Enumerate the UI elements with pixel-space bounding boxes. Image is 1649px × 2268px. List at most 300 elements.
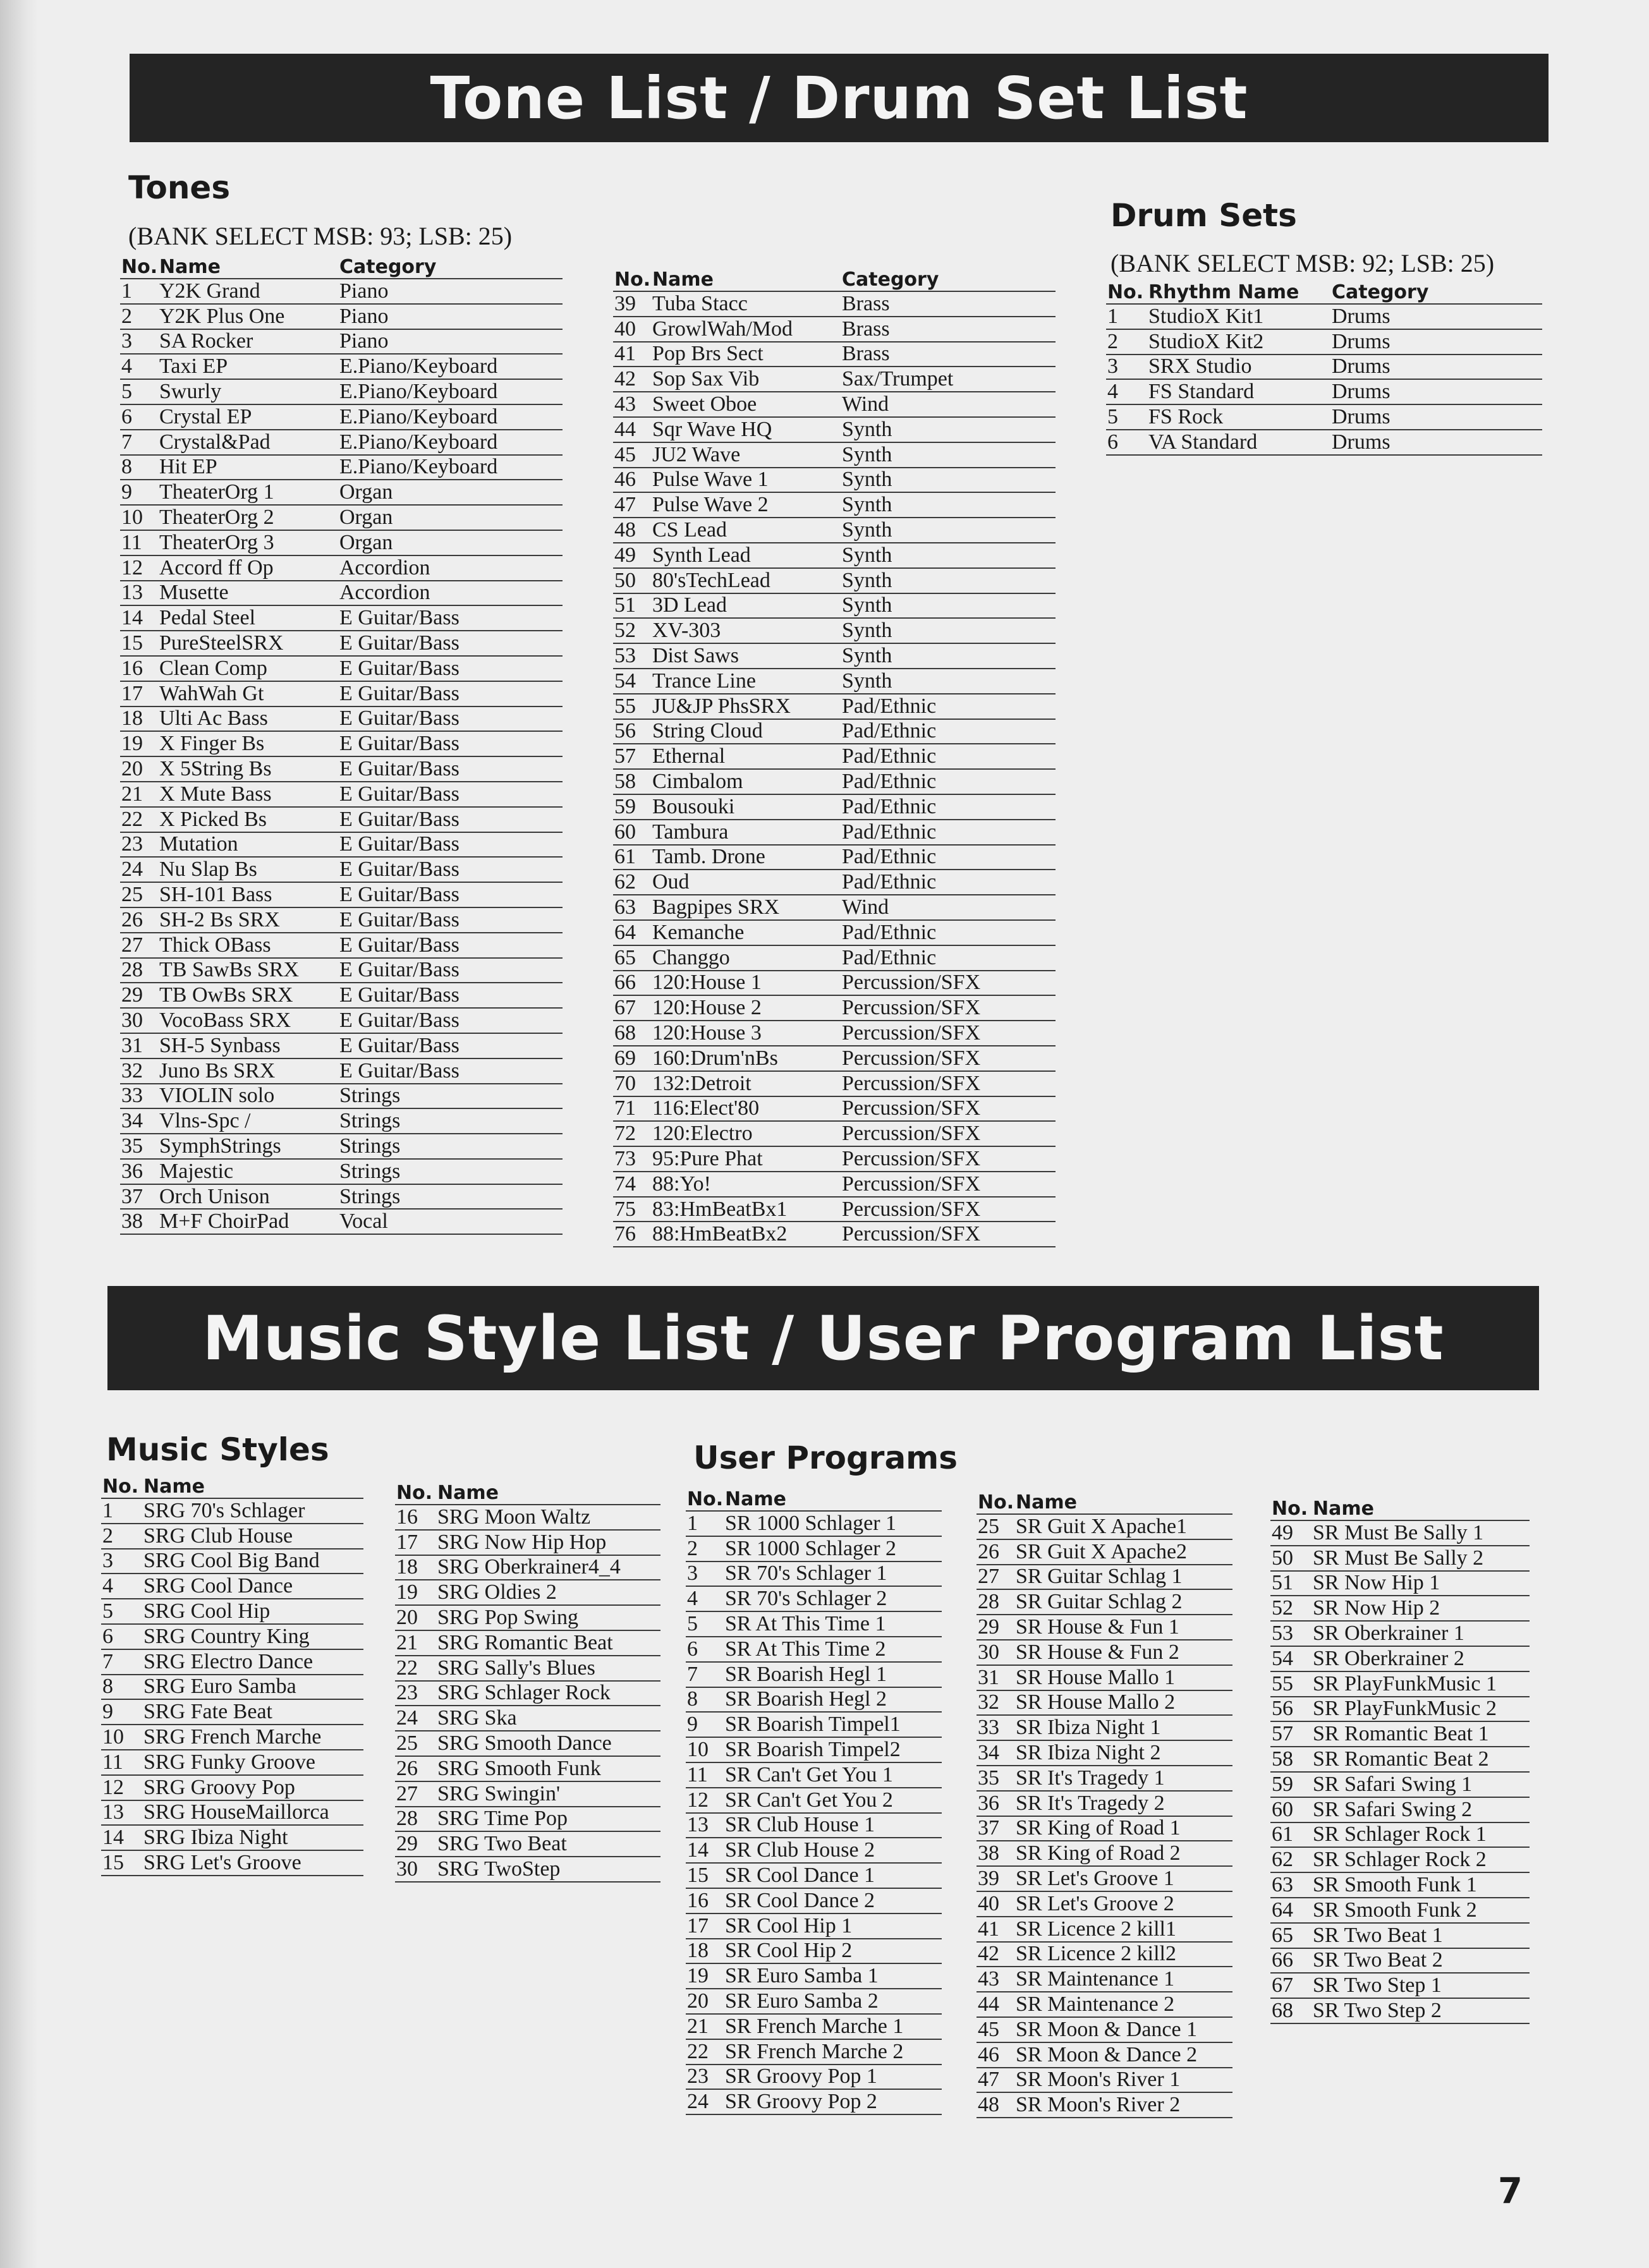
row-name: SR Moon's River 1	[1014, 2068, 1232, 2093]
row-name: SRG Pop Swing	[436, 1605, 660, 1630]
row-number: 3	[686, 1562, 724, 1587]
table-row	[101, 1850, 363, 1876]
row-number: 57	[613, 744, 651, 769]
row-name: 120:House 3	[651, 1021, 841, 1046]
row-category: Strings	[338, 1084, 563, 1109]
table-row	[1106, 304, 1542, 329]
row-name: SR Maintenance 2	[1014, 1992, 1232, 2017]
row-number: 8	[120, 455, 158, 480]
row-category: Accordion	[338, 555, 563, 581]
table-row	[120, 379, 563, 404]
row-category: Percussion/SFX	[841, 1146, 1056, 1172]
row-category: Percussion/SFX	[841, 1197, 1056, 1222]
row-category: E.Piano/Keyboard	[338, 455, 563, 480]
table-header-row	[1270, 1495, 1530, 1520]
table-row	[120, 1108, 563, 1134]
column-header: Category	[338, 253, 563, 279]
row-name: VocoBass SRX	[158, 1008, 338, 1033]
row-category: Strings	[338, 1134, 563, 1159]
table-row	[1270, 1973, 1530, 1998]
row-name: SRG Ibiza Night	[142, 1825, 363, 1850]
row-name: M+F ChoirPad	[158, 1209, 338, 1234]
row-category: Percussion/SFX	[841, 1121, 1056, 1146]
row-number: 45	[977, 2017, 1014, 2042]
row-number: 56	[613, 719, 651, 744]
table-row	[120, 731, 563, 756]
row-number: 3	[120, 329, 158, 355]
row-name: SR Can't Get You 1	[724, 1762, 942, 1788]
column-header: No.	[120, 253, 158, 279]
row-number: 70	[613, 1071, 651, 1096]
table-row	[101, 1750, 363, 1775]
row-number: 76	[613, 1222, 651, 1247]
column-header: No.	[977, 1488, 1014, 1514]
table-header-row	[613, 265, 1056, 291]
row-name: SR It's Tragedy 2	[1014, 1791, 1232, 1816]
table-row	[1270, 1697, 1530, 1722]
row-number: 27	[120, 933, 158, 958]
row-number: 2	[120, 304, 158, 329]
row-number: 37	[977, 1816, 1014, 1841]
row-number: 19	[686, 1963, 724, 1989]
row-name: SR Let's Groove 2	[1014, 1891, 1232, 1917]
row-name: SRG Now Hip Hop	[436, 1530, 660, 1555]
row-number: 4	[1106, 379, 1147, 404]
row-name: 116:Elect'80	[651, 1096, 841, 1122]
page-fold-shadow	[0, 0, 38, 2268]
row-name: SR Ibiza Night 2	[1014, 1740, 1232, 1766]
table-row	[395, 1555, 660, 1580]
table-row	[613, 367, 1056, 392]
table-row	[613, 694, 1056, 719]
table-row	[120, 1184, 563, 1210]
table-row	[977, 2042, 1232, 2068]
row-name: Vlns-Spc /	[158, 1108, 338, 1134]
row-number: 44	[977, 1992, 1014, 2017]
table-row	[101, 1825, 363, 1850]
row-name: SR House & Fun 2	[1014, 1640, 1232, 1665]
table-row	[977, 1715, 1232, 1740]
row-name: Orch Unison	[158, 1184, 338, 1210]
row-number: 13	[120, 581, 158, 606]
table-row	[613, 1071, 1056, 1096]
table-row	[1270, 1747, 1530, 1772]
row-number: 18	[120, 706, 158, 732]
row-category: E.Piano/Keyboard	[338, 430, 563, 455]
table-row	[613, 518, 1056, 543]
table-row	[120, 505, 563, 530]
table-row	[120, 605, 563, 631]
table-row	[977, 2068, 1232, 2093]
table-row	[120, 530, 563, 555]
table-row	[686, 1888, 942, 1913]
row-number: 25	[395, 1731, 436, 1756]
row-name: SRG HouseMaillorca	[142, 1800, 363, 1826]
row-name: FS Rock	[1147, 404, 1330, 430]
row-name: Ulti Ac Bass	[158, 706, 338, 732]
table-row	[977, 1539, 1232, 1565]
row-category: Pad/Ethnic	[841, 719, 1056, 744]
row-name: SRG 70's Schlager	[142, 1498, 363, 1524]
column-header: Name	[158, 253, 338, 279]
table-row	[613, 468, 1056, 493]
row-number: 28	[395, 1807, 436, 1832]
row-name: SRG Let's Groove	[142, 1850, 363, 1876]
row-number: 22	[395, 1656, 436, 1681]
table-row	[686, 1813, 942, 1838]
row-number: 11	[101, 1750, 142, 1775]
row-name: SR Licence 2 kill1	[1014, 1917, 1232, 1942]
row-name: SH-2 Bs SRX	[158, 907, 338, 933]
table-row	[686, 1838, 942, 1863]
row-number: 10	[120, 505, 158, 530]
row-number: 71	[613, 1096, 651, 1122]
row-category: Piano	[338, 329, 563, 355]
row-name: 80'sTechLead	[651, 568, 841, 593]
row-number: 75	[613, 1197, 651, 1222]
row-number: 22	[120, 807, 158, 832]
row-number: 40	[613, 317, 651, 342]
table-row	[977, 1816, 1232, 1841]
row-number: 30	[977, 1640, 1014, 1665]
table-row	[1270, 1822, 1530, 1848]
row-number: 51	[613, 593, 651, 619]
row-name: SRG Smooth Funk	[436, 1756, 660, 1781]
row-category: E.Piano/Keyboard	[338, 354, 563, 379]
row-number: 55	[1270, 1671, 1311, 1697]
row-number: 54	[613, 669, 651, 694]
row-number: 32	[977, 1690, 1014, 1716]
table-row	[977, 1640, 1232, 1665]
row-name: SR Can't Get You 2	[724, 1788, 942, 1813]
row-category: Synth	[841, 492, 1056, 518]
row-name: Bousouki	[651, 794, 841, 820]
table-row	[686, 1913, 942, 1939]
row-number: 30	[395, 1857, 436, 1882]
row-category: Wind	[841, 895, 1056, 920]
row-number: 62	[1270, 1847, 1311, 1872]
row-number: 14	[686, 1838, 724, 1863]
table-header-row	[120, 253, 563, 279]
column-header: Name	[142, 1472, 363, 1498]
tones-bank-select: (BANK SELECT MSB: 93; LSB: 25)	[128, 222, 513, 250]
row-category: Pad/Ethnic	[841, 920, 1056, 945]
row-number: 41	[977, 1917, 1014, 1942]
table-row	[977, 1866, 1232, 1891]
row-number: 61	[613, 845, 651, 870]
row-category: Pad/Ethnic	[841, 794, 1056, 820]
row-number: 67	[613, 995, 651, 1021]
row-number: 1	[120, 279, 158, 304]
table-row	[101, 1599, 363, 1624]
table-row	[101, 1549, 363, 1574]
row-category: Percussion/SFX	[841, 1096, 1056, 1122]
row-number: 53	[613, 643, 651, 669]
table-row	[686, 1712, 942, 1737]
row-number: 63	[613, 895, 651, 920]
table-row	[686, 1788, 942, 1813]
column-header: No.	[101, 1472, 142, 1498]
table-row	[120, 480, 563, 505]
table-row	[395, 1605, 660, 1630]
table-row	[686, 1939, 942, 1964]
table-row	[1106, 355, 1542, 380]
row-number: 33	[977, 1715, 1014, 1740]
row-name: SR Guit X Apache1	[1014, 1514, 1232, 1539]
row-name: SR Cool Dance 2	[724, 1888, 942, 1913]
row-name: SR Groovy Pop 2	[724, 2089, 942, 2114]
row-name: X 5String Bs	[158, 756, 338, 782]
table-row	[613, 618, 1056, 643]
column-header: Rhythm Name	[1147, 278, 1330, 304]
row-name: GrowlWah/Mod	[651, 317, 841, 342]
table-row	[977, 1589, 1232, 1615]
table-row	[613, 442, 1056, 468]
table-row	[1270, 1621, 1530, 1646]
row-number: 66	[613, 971, 651, 996]
row-number: 26	[977, 1539, 1014, 1565]
row-number: 25	[120, 882, 158, 907]
row-name: Dist Saws	[651, 643, 841, 669]
table-row	[395, 1857, 660, 1882]
table-row	[686, 1963, 942, 1989]
row-number: 6	[1106, 430, 1147, 455]
table-row	[613, 1222, 1056, 1247]
row-number: 7	[120, 430, 158, 455]
table-row	[1270, 1546, 1530, 1571]
row-number: 23	[686, 2065, 724, 2090]
row-name: 88:HmBeatBx2	[651, 1222, 841, 1247]
row-category: Synth	[841, 417, 1056, 442]
row-category: E Guitar/Bass	[338, 731, 563, 756]
table-row	[120, 706, 563, 732]
column-header: No.	[1106, 278, 1147, 304]
table-row	[686, 1737, 942, 1762]
row-name: SR Smooth Funk 1	[1311, 1872, 1530, 1898]
row-category: Synth	[841, 518, 1056, 543]
row-name: 120:Electro	[651, 1121, 841, 1146]
row-category: Organ	[338, 480, 563, 505]
row-number: 58	[1270, 1747, 1311, 1772]
table-row	[686, 1586, 942, 1611]
row-name: SR King of Road 1	[1014, 1816, 1232, 1841]
table-row	[977, 1615, 1232, 1640]
table-row	[1270, 1923, 1530, 1948]
row-name: Sop Sax Vib	[651, 367, 841, 392]
row-number: 54	[1270, 1646, 1311, 1671]
table-row	[120, 555, 563, 581]
table-row	[613, 769, 1056, 794]
row-number: 49	[1270, 1520, 1311, 1546]
row-number: 67	[1270, 1973, 1311, 1998]
column-header: No.	[1270, 1495, 1311, 1520]
row-category: Brass	[841, 342, 1056, 367]
row-name: SRG Sally's Blues	[436, 1656, 660, 1681]
table-row	[1270, 1721, 1530, 1747]
row-name: SRG Funky Groove	[142, 1750, 363, 1775]
row-category: Accordion	[338, 581, 563, 606]
row-number: 51	[1270, 1571, 1311, 1596]
row-name: WahWah Gt	[158, 681, 338, 706]
column-header: Name	[724, 1485, 942, 1511]
row-name: Changgo	[651, 945, 841, 971]
row-name: Pulse Wave 2	[651, 492, 841, 518]
row-number: 49	[613, 543, 651, 568]
column-header: Name	[651, 265, 841, 291]
row-category: Organ	[338, 530, 563, 555]
table-row	[101, 1524, 363, 1549]
row-number: 2	[101, 1524, 142, 1549]
row-number: 1	[101, 1498, 142, 1524]
row-name: SR Ibiza Night 1	[1014, 1715, 1232, 1740]
row-category: Piano	[338, 304, 563, 329]
row-number: 73	[613, 1146, 651, 1172]
row-name: SR Two Step 1	[1311, 1973, 1530, 1998]
row-category: Brass	[841, 291, 1056, 317]
row-number: 3	[1106, 355, 1147, 380]
row-category: E Guitar/Bass	[338, 1058, 563, 1084]
row-category: Drums	[1330, 404, 1542, 430]
table-row	[613, 1146, 1056, 1172]
row-number: 28	[120, 958, 158, 983]
table-row	[613, 593, 1056, 619]
row-number: 11	[686, 1762, 724, 1788]
table-row	[613, 794, 1056, 820]
row-category: Organ	[338, 505, 563, 530]
row-name: SRX Studio	[1147, 355, 1330, 380]
table-row	[977, 2017, 1232, 2042]
row-number: 34	[977, 1740, 1014, 1766]
music-styles-title: Music Styles	[106, 1431, 329, 1468]
row-number: 19	[395, 1580, 436, 1605]
table-row	[613, 669, 1056, 694]
row-name: Cimbalom	[651, 769, 841, 794]
row-number: 65	[1270, 1923, 1311, 1948]
table-row	[1270, 1948, 1530, 1974]
row-number: 20	[395, 1605, 436, 1630]
row-name: Sweet Oboe	[651, 392, 841, 417]
row-name: SR Cool Hip 1	[724, 1913, 942, 1939]
row-name: X Mute Bass	[158, 782, 338, 807]
row-name: SR Euro Samba 2	[724, 1989, 942, 2014]
table-row	[120, 354, 563, 379]
row-number: 27	[977, 1565, 1014, 1590]
table-row	[395, 1731, 660, 1756]
row-category: Vocal	[338, 1209, 563, 1234]
row-name: SR Moon's River 2	[1014, 2092, 1232, 2118]
table-row	[120, 1209, 563, 1234]
row-category: E Guitar/Bass	[338, 656, 563, 681]
row-number: 15	[686, 1863, 724, 1888]
row-name: X Picked Bs	[158, 807, 338, 832]
tone-drum-banner: Tone List / Drum Set List	[130, 54, 1549, 142]
row-category: Synth	[841, 468, 1056, 493]
row-category: Pad/Ethnic	[841, 820, 1056, 845]
row-category: Pad/Ethnic	[841, 694, 1056, 719]
row-number: 61	[1270, 1822, 1311, 1848]
row-name: Oud	[651, 870, 841, 895]
row-name: SRG Country King	[142, 1624, 363, 1649]
row-name: Sqr Wave HQ	[651, 417, 841, 442]
row-name: StudioX Kit1	[1147, 304, 1330, 329]
row-category: Synth	[841, 568, 1056, 593]
row-name: SA Rocker	[158, 329, 338, 355]
user-programs-table-3	[1270, 1495, 1530, 2024]
row-number: 8	[686, 1687, 724, 1713]
table-row	[120, 832, 563, 858]
row-number: 47	[977, 2068, 1014, 2093]
row-name: VA Standard	[1147, 430, 1330, 455]
table-row	[977, 1967, 1232, 1992]
row-name: JU&JP PhsSRX	[651, 694, 841, 719]
row-number: 20	[120, 756, 158, 782]
row-number: 2	[1106, 329, 1147, 355]
table-row	[613, 945, 1056, 971]
row-number: 42	[613, 367, 651, 392]
table-row	[395, 1505, 660, 1530]
row-number: 66	[1270, 1948, 1311, 1974]
row-name: SR At This Time 2	[724, 1637, 942, 1662]
row-number: 60	[613, 820, 651, 845]
column-header: Name	[436, 1479, 660, 1505]
row-name: 120:House 1	[651, 971, 841, 996]
table-row	[1270, 1571, 1530, 1596]
row-number: 9	[686, 1712, 724, 1737]
drum-sets-table	[1106, 278, 1542, 456]
row-name: SRG Ska	[436, 1706, 660, 1731]
tones-table-2	[613, 265, 1056, 1247]
row-name: SR Romantic Beat 2	[1311, 1747, 1530, 1772]
row-name: 88:Yo!	[651, 1172, 841, 1197]
user-programs-table-2	[977, 1488, 1232, 2118]
row-number: 26	[120, 907, 158, 933]
row-name: Swurly	[158, 379, 338, 404]
row-number: 23	[120, 832, 158, 858]
row-category: Drums	[1330, 379, 1542, 404]
table-row	[120, 656, 563, 681]
table-row	[686, 1562, 942, 1587]
row-number: 58	[613, 769, 651, 794]
table-row	[120, 782, 563, 807]
row-number: 4	[120, 354, 158, 379]
row-name: Y2K Grand	[158, 279, 338, 304]
row-name: SRG Oldies 2	[436, 1580, 660, 1605]
row-name: Trance Line	[651, 669, 841, 694]
user-programs-title: User Programs	[693, 1440, 958, 1476]
table-row	[686, 2065, 942, 2090]
row-name: SR Schlager Rock 2	[1311, 1847, 1530, 1872]
row-name: JU2 Wave	[651, 442, 841, 468]
table-row	[1270, 1898, 1530, 1923]
row-name: Tambura	[651, 820, 841, 845]
table-row	[977, 2092, 1232, 2118]
row-name: SR 1000 Schlager 1	[724, 1511, 942, 1536]
row-number: 60	[1270, 1797, 1311, 1822]
row-number: 45	[613, 442, 651, 468]
row-name: SR House Mallo 2	[1014, 1690, 1232, 1716]
row-name: Musette	[158, 581, 338, 606]
table-row	[686, 2089, 942, 2114]
row-number: 9	[101, 1699, 142, 1725]
table-row	[120, 329, 563, 355]
row-category: Pad/Ethnic	[841, 845, 1056, 870]
row-number: 3	[101, 1549, 142, 1574]
row-number: 33	[120, 1084, 158, 1109]
table-row	[120, 681, 563, 706]
row-name: Tuba Stacc	[651, 291, 841, 317]
row-name: Clean Comp	[158, 656, 338, 681]
row-name: SRG Electro Dance	[142, 1649, 363, 1675]
